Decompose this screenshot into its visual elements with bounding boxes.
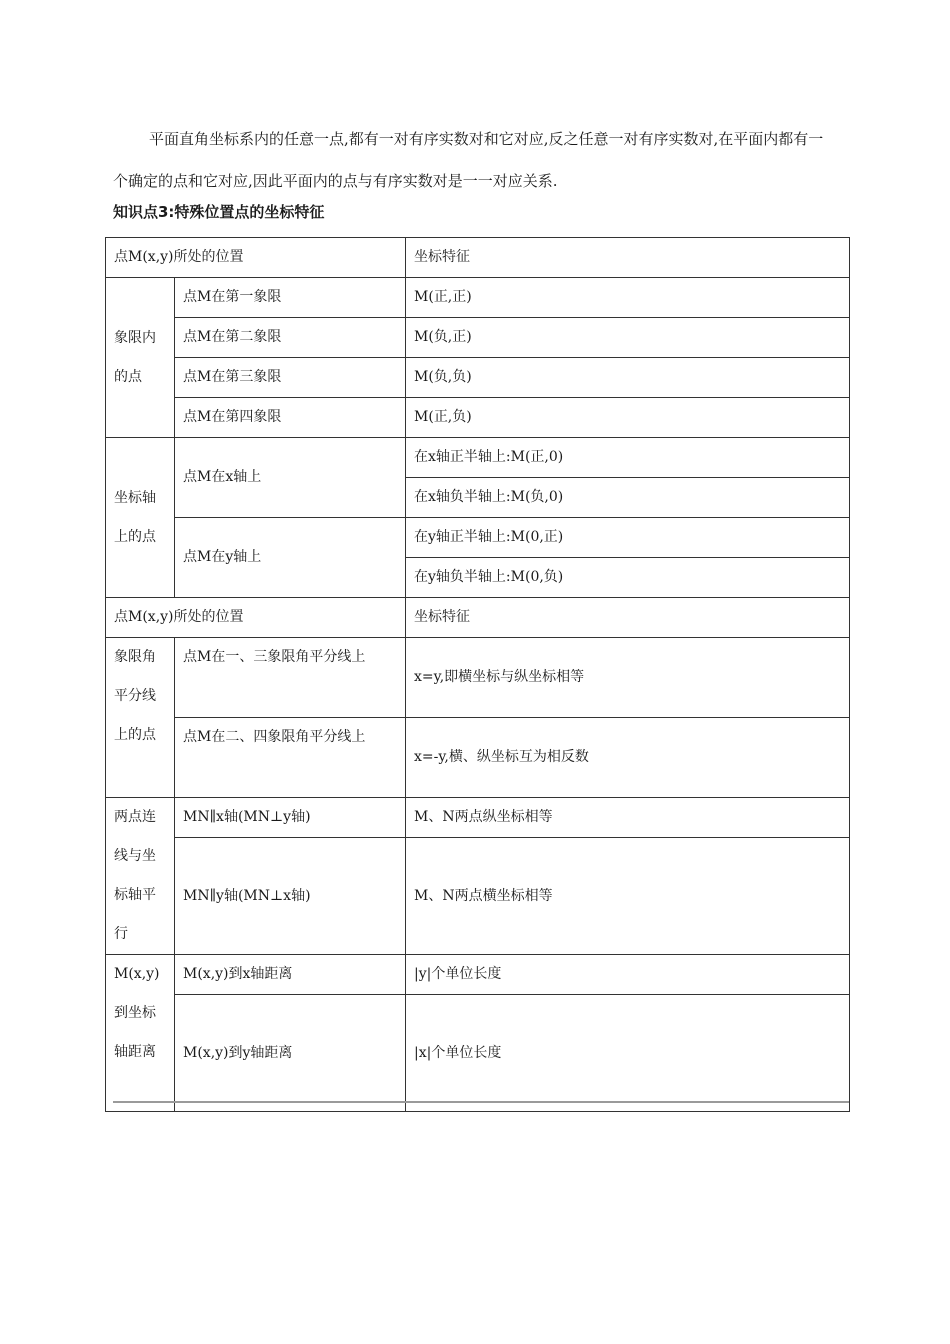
intro-paragraph: 平面直角坐标系内的任意一点,都有一对有序实数对和它对应,反之任意一对有序实数对,在平面内都有一个确定的点和它对应,因此平面内的点与有序实数对是一一对应关系. xyxy=(113,130,824,190)
table-row xyxy=(106,278,850,318)
feature-cell: x=-y,横、纵坐标互为相反数 xyxy=(406,718,850,798)
feature-cell: 在y轴正半轴上:M(0,正) xyxy=(406,518,850,558)
feature-cell: M、N两点纵坐标相等 xyxy=(406,798,850,838)
table-row xyxy=(106,798,850,838)
position-cell: M(x,y)到x轴距离 xyxy=(175,955,406,995)
header-position-cell: 点M(x,y)所处的位置 xyxy=(106,238,406,278)
feature-cell: M(负,正) xyxy=(406,318,850,358)
feature-cell: 在x轴负半轴上:M(负,0) xyxy=(406,478,850,518)
table-bottom-rule xyxy=(113,1101,849,1103)
group-cell-axis: 坐标轴上的点 xyxy=(106,438,175,598)
group-cell-bisector: 象限角平分线上的点 xyxy=(106,638,175,798)
feature-cell: M(正,正) xyxy=(406,278,850,318)
feature-cell: M、N两点横坐标相等 xyxy=(406,838,850,955)
feature-cell: |x|个单位长度 xyxy=(406,995,850,1112)
group-cell-distance: M(x,y)到坐标轴距离 xyxy=(106,955,175,1112)
table-row xyxy=(106,718,850,798)
feature-cell: M(负,负) xyxy=(406,358,850,398)
table-row xyxy=(106,438,850,478)
section-heading: 知识点3:特殊位置点的坐标特征 xyxy=(113,203,325,221)
feature-cell: |y|个单位长度 xyxy=(406,955,850,995)
table-header-row xyxy=(106,238,850,278)
coordinate-features-table xyxy=(105,237,850,1112)
position-cell: MN∥y轴(MN⊥x轴) xyxy=(175,838,406,955)
header-position-cell: 点M(x,y)所处的位置 xyxy=(106,598,406,638)
position-cell: 点M在y轴上 xyxy=(175,518,406,598)
table-row xyxy=(106,518,850,558)
position-cell: 点M在二、四象限角平分线上 xyxy=(175,718,406,798)
feature-cell: 在x轴正半轴上:M(正,0) xyxy=(406,438,850,478)
table-row xyxy=(106,318,850,358)
position-cell: 点M在x轴上 xyxy=(175,438,406,518)
table-row xyxy=(106,358,850,398)
feature-cell: 在y轴负半轴上:M(0,负) xyxy=(406,558,850,598)
group-cell-parallel: 两点连线与坐标轴平行 xyxy=(106,798,175,955)
feature-cell: M(正,负) xyxy=(406,398,850,438)
table-row xyxy=(106,838,850,955)
position-cell: 点M在第四象限 xyxy=(175,398,406,438)
header-feature-cell: 坐标特征 xyxy=(406,598,850,638)
table-row xyxy=(106,398,850,438)
position-cell: 点M在第三象限 xyxy=(175,358,406,398)
header-feature-cell: 坐标特征 xyxy=(406,238,850,278)
group-cell-quadrant: 象限内的点 xyxy=(106,278,175,438)
table-row xyxy=(106,995,850,1112)
position-cell: M(x,y)到y轴距离 xyxy=(175,995,406,1112)
position-cell: MN∥x轴(MN⊥y轴) xyxy=(175,798,406,838)
position-cell: 点M在第一象限 xyxy=(175,278,406,318)
table-row xyxy=(106,955,850,995)
position-cell: 点M在一、三象限角平分线上 xyxy=(175,638,406,718)
table-header-row xyxy=(106,598,850,638)
table-row xyxy=(106,638,850,718)
feature-cell: x=y,即横坐标与纵坐标相等 xyxy=(406,638,850,718)
position-cell: 点M在第二象限 xyxy=(175,318,406,358)
